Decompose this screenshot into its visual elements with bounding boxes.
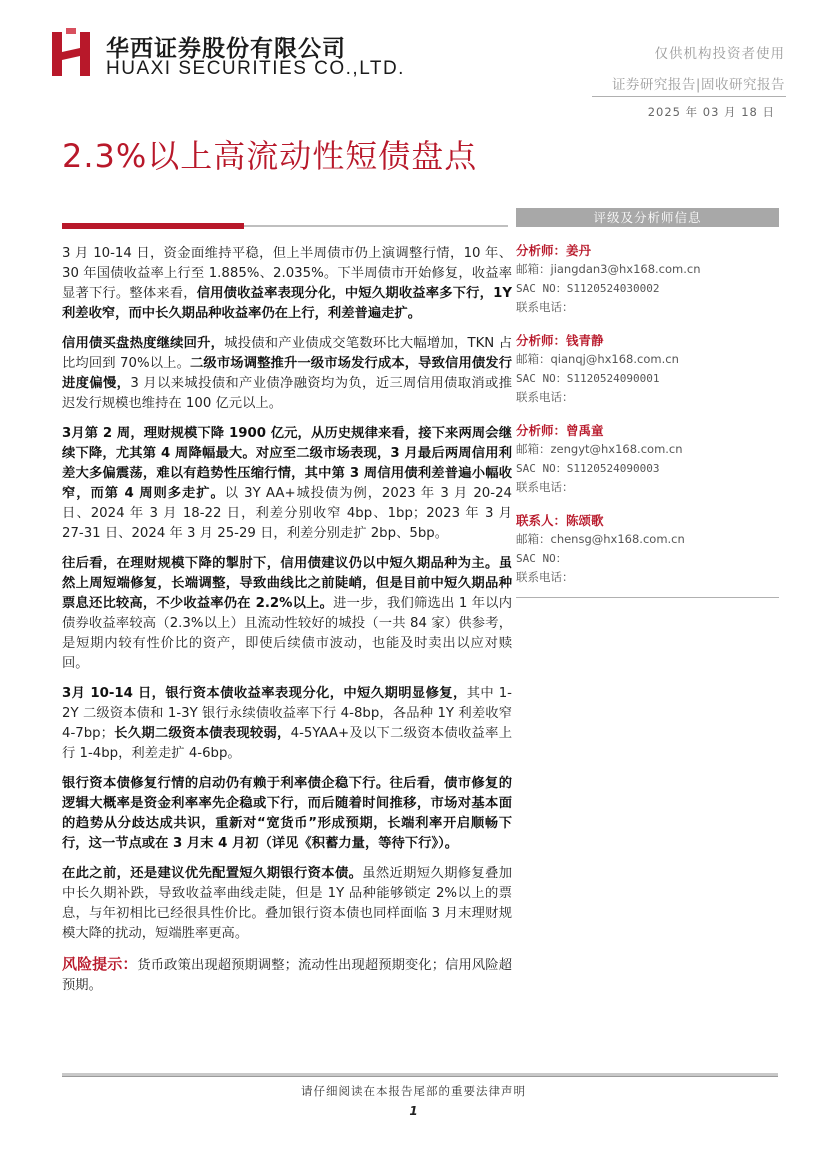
risk-label: 风险提示：	[62, 955, 138, 973]
risk-text: 货币政策出现超预期调整；流动性出现超预期变化；信用风险超预期。	[62, 958, 512, 993]
analyst-name: 分析师：姜丹	[516, 243, 592, 258]
legal-disclaimer: 请仔细阅读在本报告尾部的重要法律声明	[301, 1084, 526, 1098]
contact-email[interactable]: 邮箱：chensg@hx168.com.cn	[516, 532, 685, 546]
company-name-cn: 华西证券股份有限公司	[106, 35, 346, 62]
p2-text-d: 3 月以来城投债和产业债净融资均为负，近三周信用债取消或推迟发行规模也维持在 100 亿元以上。	[62, 376, 513, 411]
p5-bold-c: 长久期二级资本债表现较弱，	[113, 726, 291, 741]
paragraph-3	[62, 424, 512, 544]
title-divider	[244, 225, 508, 227]
p1-bold: 信用债收益率表现分化，中短久期收益率多下行，1Y 利差收窄，而中长久期品种收益率仍在上行，利差普遍走扩。	[62, 286, 513, 321]
analyst-sidebar	[516, 208, 779, 598]
p6-bold: 银行资本债修复行情的启动仍有赖于利率债企稳下行。往后看，债市修复的逻辑大概率是资金利率率先企稳或下行，而后随着时间推移，市场对基本面的趋势从分歧达成共识，重新对“宽货币”形成预期，长端利率开启顺畅下行，这一节点或在 3 月末 4 月初（详见《积蓄力量，等待下行》）。	[62, 776, 512, 851]
analyst-phone: 联系电话：	[516, 480, 574, 494]
p4-bold: 往后看，在理财规模下降的掣肘下，信用债建议仍以中短久期品种为主。虽然上周短端修复，长端调整，导致曲线比之前陡峭，但是目前中短久期品种票息还比较高，不少收益率仍在 2.2%以上。	[62, 556, 512, 611]
analyst-email[interactable]: 邮箱：qianqj@hx168.com.cn	[516, 352, 679, 366]
report-title: 2.3%以上高流动性短债盘点	[62, 137, 478, 175]
p5-text-d: 4-5YAA+及以下二级资本债收益率上行 1-4bp，利差走扩 4-6bp。	[62, 726, 513, 761]
contact-name: 联系人：陈颂歌	[516, 513, 604, 528]
header-divider	[592, 96, 786, 97]
contact-card	[516, 511, 779, 587]
p4-text: 进一步，我们筛选出 1 年以内债券收益率较高（2.3%以上）且流动性较好的城投（一共 84 家）供参考，是短期内较有性价比的资产，即使后续债市波动，也能及时卖出以应对赎回。	[62, 596, 512, 671]
analyst-email[interactable]: 邮箱：jiangdan3@hx168.com.cn	[516, 262, 701, 276]
analyst-sac: SAC NO：S1120524030002	[516, 282, 660, 295]
analyst-sac: SAC NO：S1120524090003	[516, 462, 660, 475]
institutional-only-tag: 仅供机构投资者使用	[654, 46, 785, 62]
p3-text: 以 3Y AA+城投债为例，2023 年 3 月 20-24 日、2024 年 3 月 18-22 日，利差分别收窄 4bp、1bp；2023 年 3 月 27-31 日、2024 年 3 月 25-29 日，利差分别走扩 2bp、5bp。	[62, 486, 512, 541]
report-type-tag: 证券研究报告|固收研究报告	[611, 77, 785, 93]
huaxi-logo-icon	[50, 28, 94, 80]
p5-text-b: 其中 1-2Y 二级资本债和 1-3Y 银行永续债收益率下行 4-8bp，各品种 1Y 利差收窄 4-7bp；	[62, 686, 512, 741]
analyst-card	[516, 421, 779, 497]
analyst-card	[516, 241, 779, 317]
title-accent-bar	[62, 223, 244, 229]
footer-rule	[62, 1076, 778, 1077]
p2-bold-c: 二级市场调整推升一级市场发行成本，导致信用债发行进度偏慢，	[62, 356, 513, 391]
p3-bold: 3月第 2 周，理财规模下降 1900 亿元，从历史规律来看，接下来两周会继续下降，尤其第 4 周降幅最大。对应至二级市场表现，3 月最后两周信用利差大多偏震荡，难以有趋势性压缩行情，其中第 3 周信用债利差普遍小幅收窄，而第 4 周则多走扩。	[62, 426, 512, 501]
main-body	[62, 244, 512, 1006]
analyst-sac: SAC NO：S1120524090001	[516, 372, 660, 385]
p2-bold-a: 信用债买盘热度继续回升，	[62, 336, 225, 351]
paragraph-5	[62, 684, 512, 764]
report-date: 2025 年 03 月 18 日	[647, 105, 775, 119]
p2-text-b: 城投债和产业债成交笔数环比大幅增加，TKN 占比均回到 70%以上。	[62, 336, 512, 371]
analyst-phone: 联系电话：	[516, 300, 574, 314]
sidebar-divider	[516, 597, 779, 598]
analyst-card	[516, 331, 779, 407]
sidebar-heading: 评级及分析师信息	[516, 208, 779, 227]
analyst-name: 分析师：曾禹童	[516, 423, 604, 438]
page-number: 1	[409, 1104, 418, 1118]
company-name-en: HUAXI SECURITIES CO.,LTD.	[106, 58, 405, 79]
risk-paragraph	[62, 954, 512, 996]
paragraph-4	[62, 554, 512, 674]
paragraph-7	[62, 864, 512, 944]
p1-text: 3 月 10-14 日，资金面维持平稳，但上半周债市仍上演调整行情，10 年、30 年国债收益率上行至 1.885%、2.035%。下半周债市开始修复，收益率显著下行。整体来看，	[62, 246, 512, 301]
p7-bold: 在此之前，还是建议优先配置短久期银行资本债。	[62, 866, 363, 881]
p7-text: 虽然近期短久期修复叠加中长久期补跌，导致收益率曲线走陡，但是 1Y 品种能够锁定 2%以上的票息，与年初相比已经很具性价比。叠加银行资本债也同样面临 3 月末理财规模大降的扰动，短端胜率更高。	[62, 866, 513, 941]
analyst-phone: 联系电话：	[516, 390, 574, 404]
contact-phone: 联系电话：	[516, 570, 574, 584]
paragraph-6	[62, 774, 512, 854]
analyst-name: 分析师：钱青静	[516, 333, 604, 348]
paragraph-2	[62, 334, 512, 414]
p5-bold-a: 3月 10-14 日，银行资本债收益率表现分化，中短久期明显修复，	[62, 686, 467, 701]
contact-sac: SAC NO：	[516, 552, 567, 565]
analyst-email[interactable]: 邮箱：zengyt@hx168.com.cn	[516, 442, 683, 456]
paragraph-1	[62, 244, 512, 324]
